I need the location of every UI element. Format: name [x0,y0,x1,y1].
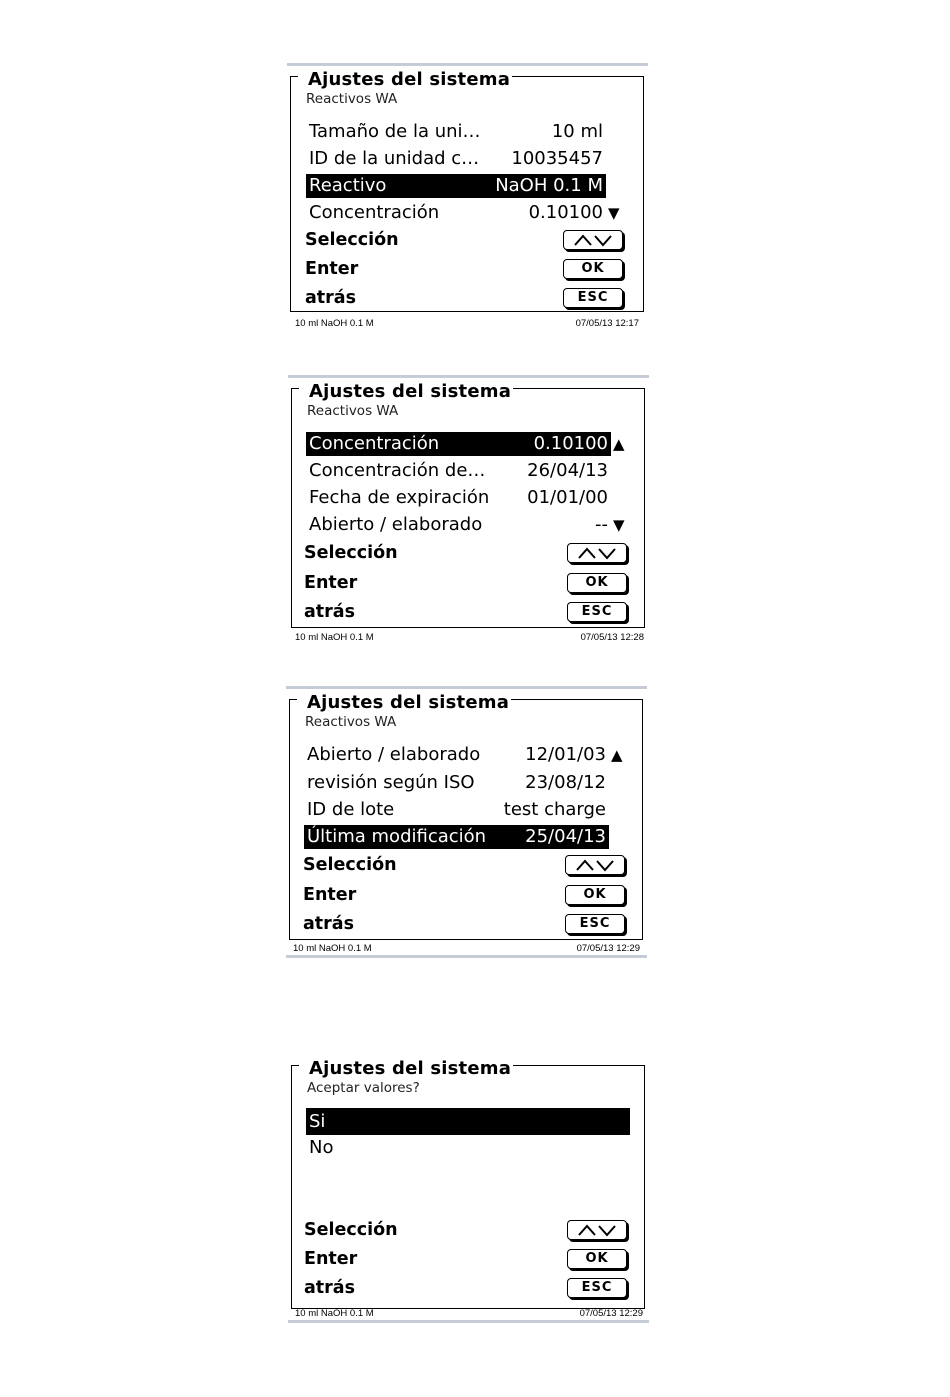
scroll-down-icon: ▼ [608,204,620,222]
ok-key[interactable]: OK [567,573,627,593]
top-border [288,375,649,378]
row-label: Si [309,1111,326,1132]
menu-row-opened[interactable] [304,743,609,767]
screen-subtitle: Aceptar valores? [307,1080,420,1096]
up-down-arrows-icon [575,546,619,560]
row-value: 26/04/13 [527,460,608,481]
enter-label: Enter [305,259,359,279]
up-down-key[interactable] [565,855,625,875]
screen-frame [291,1065,645,1309]
back-label: atrás [304,1278,356,1298]
enter-label: Enter [303,885,357,905]
frame-corner [290,76,298,77]
top-border [287,63,648,66]
esc-key[interactable]: ESC [563,288,623,308]
up-down-arrows-icon [575,1223,619,1237]
enter-label: Enter [304,1249,358,1269]
row-label: Reactivo [309,175,387,196]
status-datetime: 07/05/13 12:28 [580,632,644,643]
up-down-key[interactable] [563,230,623,250]
status-datetime: 07/05/13 12:17 [575,318,639,329]
screen-subtitle: Reactivos WA [307,403,399,419]
frame-line [506,388,645,389]
back-label: atrás [305,288,357,308]
row-value: 0.10100 [528,202,603,223]
row-value: 01/01/00 [527,487,608,508]
selection-label: Selección [303,855,397,875]
option-no[interactable] [306,1136,630,1160]
screen-title: Ajustes del sistema [309,381,512,402]
status-left: 10 ml NaOH 0.1 M [295,632,374,643]
screen-subtitle: Reactivos WA [306,91,398,107]
ok-key[interactable]: OK [565,885,625,905]
menu-row-concentration[interactable] [306,432,611,456]
status-left: 10 ml NaOH 0.1 M [295,318,374,329]
screen-subtitle: Reactivos WA [305,714,397,730]
frame-corner [291,388,299,389]
up-down-arrows-icon [571,233,615,247]
screen-title: Ajustes del sistema [307,692,510,713]
row-value: test charge [503,799,606,820]
scroll-up-icon: ▲ [613,435,625,453]
option-si[interactable] [306,1108,630,1135]
scroll-up-icon: ▲ [611,746,623,764]
status-left: 10 ml NaOH 0.1 M [293,943,372,954]
row-label: No [309,1137,334,1158]
row-label: Abierto / elaborado [309,514,483,535]
row-label: Última modificación [307,826,487,847]
frame-line [503,699,643,700]
status-left: 10 ml NaOH 0.1 M [295,1308,374,1319]
up-down-arrows-icon [573,858,617,872]
row-label: Concentración [309,202,440,223]
screen-reagent-1 [290,63,644,331]
bottom-border [286,955,647,958]
row-value: -- [595,514,608,535]
menu-row-iso-review[interactable] [304,771,609,795]
selection-label: Selección [304,543,398,563]
frame-line [502,76,644,77]
screen-reagent-2 [291,375,645,645]
bottom-border [288,1320,649,1323]
row-label: Fecha de expiración [309,487,490,508]
back-label: atrás [304,602,356,622]
row-value: 10035457 [511,148,603,169]
esc-key[interactable]: ESC [567,602,627,622]
status-datetime: 07/05/13 12:29 [579,1308,643,1319]
row-label: revisión según ISO [307,772,475,793]
menu-row-unit-id[interactable] [306,147,606,171]
row-label: Tamaño de la uni… [309,121,481,142]
scroll-down-icon: ▼ [613,516,625,534]
screen-reagent-3 [289,686,643,958]
ok-key[interactable]: OK [563,259,623,279]
menu-row-reagent[interactable] [306,174,606,198]
up-down-key[interactable] [567,1220,627,1240]
menu-row-expiry-date[interactable] [306,486,611,510]
row-label: Concentración [309,433,440,454]
row-label: ID de lote [307,799,395,820]
esc-key[interactable]: ESC [565,914,625,934]
row-label: Concentración de… [309,460,486,481]
screen-title: Ajustes del sistema [308,69,511,90]
frame-corner [291,1065,299,1066]
row-value: 25/04/13 [525,826,606,847]
screen-accept-values [291,1052,645,1324]
menu-row-concentration-date[interactable] [306,459,611,483]
row-label: Abierto / elaborado [307,744,481,765]
row-value: 12/01/03 [525,744,606,765]
status-datetime: 07/05/13 12:29 [576,943,640,954]
frame-line [506,1065,645,1066]
menu-row-unit-size[interactable] [306,120,606,144]
ok-key[interactable]: OK [567,1249,627,1269]
enter-label: Enter [304,573,358,593]
row-value: 0.10100 [533,433,608,454]
menu-row-last-modified[interactable] [304,825,609,849]
selection-label: Selección [304,1220,398,1240]
top-border [286,686,647,689]
menu-row-opened[interactable] [306,513,611,537]
menu-row-concentration[interactable] [306,201,606,225]
frame-corner [289,699,297,700]
row-value: 23/08/12 [525,772,606,793]
screen-title: Ajustes del sistema [309,1058,512,1079]
back-label: atrás [303,914,355,934]
row-value: 10 ml [551,121,603,142]
up-down-key[interactable] [567,543,627,563]
esc-key[interactable]: ESC [567,1278,627,1298]
row-value: NaOH 0.1 M [495,175,603,196]
selection-label: Selección [305,230,399,250]
menu-row-batch-id[interactable] [304,798,609,822]
row-label: ID de la unidad c… [309,148,480,169]
